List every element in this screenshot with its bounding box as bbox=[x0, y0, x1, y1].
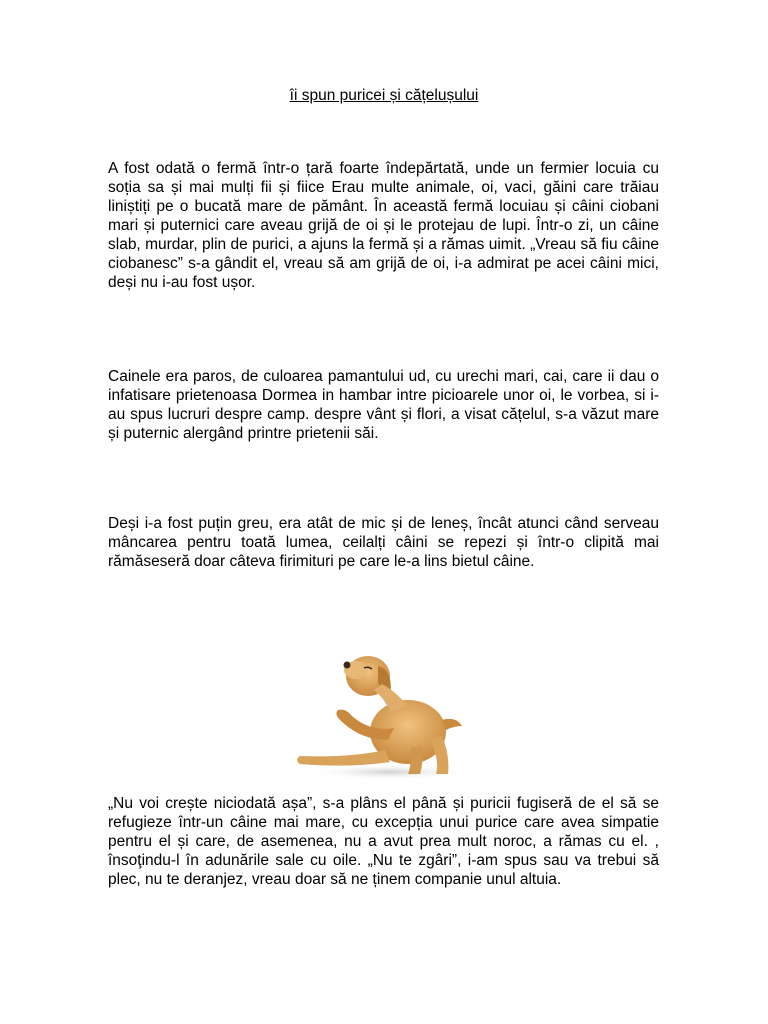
paragraph-1: A fost odată o fermă într-o țară foarte îndepărtată, unde un fermier locuia cu soția sa și mai mulți fii și fiice Erau multe animale, oi, vaci, găini care trăiau liniștiți pe o bucată mare de pământ. În această fermă locuiau și câini ciobani mari și puternici care aveau grijă de oi și le protejau de lupi. Într-o zi, un câine slab, murdar, plin de purici, a ajuns la fermă și a rămas uimit. „Vreau să fiu câine ciobanesc” s-a gândit el, vreau să am grijă de oi, i-a admirat pe acei câini mici, deși nu i-au fost ușor. bbox=[108, 160, 659, 291]
scratching-puppy-image bbox=[290, 640, 476, 780]
paragraph-3: Deși i-a fost puțin greu, era atât de mic și de leneș, încât atunci când serveau mâncarea pentru toată lumea, ceilalți câini se repezi și într-o clipită mai rămăseseră doar câteva firimituri pe care le-a lins bietul câine. bbox=[108, 515, 659, 570]
document-title: îi spun puricei și cățelușului bbox=[289, 87, 479, 104]
puppy-illustration bbox=[290, 640, 476, 780]
paragraph-2: Cainele era paros, de culoarea pamantului ud, cu urechi mari, cai, care ii dau o infatisare prietenoasa Dormea in hambar intre picioarele unor oi, le vorbea, si i-au spus lucruri despre camp. despre vânt și flori, a visat cățelul, s-a văzut mare și puternic alergând printre prietenii săi. bbox=[108, 368, 659, 442]
paragraph-4: „Nu voi crește niciodată așa”, s-a plâns el până și puricii fugiseră de el să se refugieze într-un câine mai mare, cu excepția unui purice care avea simpatie pentru el și care, de asemenea, nu a avut prea mult noroc, a rămas cu el. , însoţindu-l în adunările sale cu oile. „Nu te zgâri”, i-am spus sau va trebui să plec, nu te deranjez, vreau doar să ne ținem companie unul altuia. bbox=[108, 795, 659, 888]
